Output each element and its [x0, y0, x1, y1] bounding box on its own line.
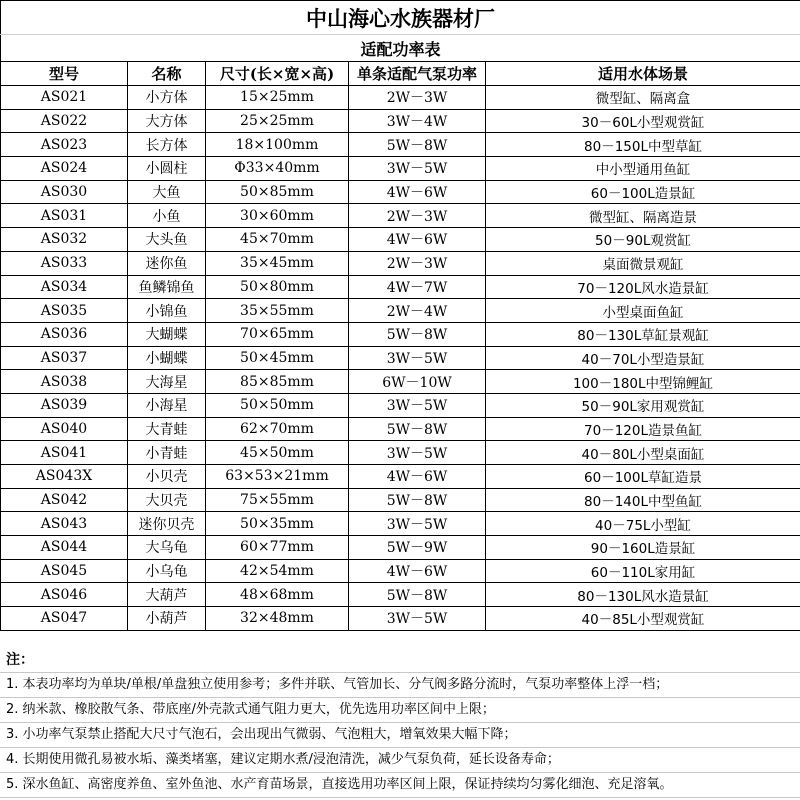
pump-power-cell: 2W－4W: [349, 299, 486, 323]
name-cell: 大头鱼: [128, 228, 206, 252]
scene-cell: 60－110L家用缸: [486, 559, 800, 583]
pump-power-cell: 4W－6W: [349, 465, 486, 489]
table-row: [1, 393, 800, 417]
pump-power-cell: 3W－5W: [349, 441, 486, 465]
note-item-5: 5. 深水鱼缸、高密度养鱼、室外鱼池、水产育苗场景，直接选用功率区间上限，保证持续均匀雾化细泡、充足溶氧。: [0, 773, 800, 798]
name-cell: 大贝壳: [128, 488, 206, 512]
notes-section: [0, 648, 800, 798]
model-cell: AS042: [1, 488, 128, 512]
name-cell: 大鱼: [128, 180, 206, 204]
table-row: [1, 346, 800, 370]
model-cell: AS040: [1, 417, 128, 441]
header-name: 名称: [128, 62, 206, 86]
size-cell: 60×77mm: [206, 536, 349, 560]
note-item-4: 4. 长期使用微孔易被水垢、藻类堵塞，建议定期水煮/浸泡清洗，减少气泵负荷，延长设备寿命；: [0, 748, 800, 773]
scene-cell: 90－160L造景缸: [486, 536, 800, 560]
model-cell: AS043: [1, 512, 128, 536]
table-row: [1, 417, 800, 441]
pump-power-cell: 4W－6W: [349, 559, 486, 583]
pump-power-cell: 3W－5W: [349, 393, 486, 417]
table-row: [1, 559, 800, 583]
model-cell: AS031: [1, 204, 128, 228]
size-cell: 42×54mm: [206, 559, 349, 583]
model-cell: AS037: [1, 346, 128, 370]
pump-power-cell: 3W－5W: [349, 607, 486, 631]
scene-cell: 微型缸、隔离盒: [486, 86, 800, 110]
pump-power-cell: 6W－10W: [349, 370, 486, 394]
name-cell: 小圆柱: [128, 157, 206, 181]
table-row: [1, 228, 800, 252]
table-row: [1, 86, 800, 110]
scene-cell: 40－80L小型桌面缸: [486, 441, 800, 465]
size-cell: 15×25mm: [206, 86, 349, 110]
table-row: [1, 275, 800, 299]
scene-cell: 50－90L观赏缸: [486, 228, 800, 252]
scene-cell: 微型缸、隔离造景: [486, 204, 800, 228]
pump-power-cell: 2W－3W: [349, 251, 486, 275]
model-cell: AS034: [1, 275, 128, 299]
scene-cell: 40－85L小型观赏缸: [486, 607, 800, 631]
name-cell: 迷你贝壳: [128, 512, 206, 536]
name-cell: 大方体: [128, 109, 206, 133]
header-row: [1, 62, 800, 86]
table-row: [1, 370, 800, 394]
table-row: [1, 583, 800, 607]
pump-power-cell: 4W－6W: [349, 228, 486, 252]
size-cell: 85×85mm: [206, 370, 349, 394]
subtitle-row: [1, 35, 800, 62]
size-cell: Φ33×40mm: [206, 157, 349, 181]
scene-cell: 桌面微景观缸: [486, 251, 800, 275]
name-cell: 小海星: [128, 393, 206, 417]
size-cell: 45×50mm: [206, 441, 349, 465]
pump-power-cell: 5W－8W: [349, 583, 486, 607]
model-cell: AS043X: [1, 465, 128, 489]
model-cell: AS036: [1, 322, 128, 346]
model-cell: AS032: [1, 228, 128, 252]
name-cell: 小蝴蝶: [128, 346, 206, 370]
model-cell: AS035: [1, 299, 128, 323]
table-row: [1, 465, 800, 489]
table-row: [1, 512, 800, 536]
model-cell: AS022: [1, 109, 128, 133]
name-cell: 大葫芦: [128, 583, 206, 607]
model-cell: AS030: [1, 180, 128, 204]
scene-cell: 100－180L中型锦鲤缸: [486, 370, 800, 394]
table-row: [1, 441, 800, 465]
size-cell: 45×70mm: [206, 228, 349, 252]
name-cell: 大青蛙: [128, 417, 206, 441]
name-cell: 小贝壳: [128, 465, 206, 489]
name-cell: 迷你鱼: [128, 251, 206, 275]
scene-cell: 60－100L造景缸: [486, 180, 800, 204]
name-cell: 小锦鱼: [128, 299, 206, 323]
pump-power-cell: 5W－9W: [349, 536, 486, 560]
table-row: [1, 133, 800, 157]
table-row: [1, 109, 800, 133]
name-cell: 小青蛙: [128, 441, 206, 465]
table-row: [1, 322, 800, 346]
size-cell: 30×60mm: [206, 204, 349, 228]
model-cell: AS021: [1, 86, 128, 110]
size-cell: 48×68mm: [206, 583, 349, 607]
name-cell: 小乌龟: [128, 559, 206, 583]
pump-power-cell: 2W－3W: [349, 204, 486, 228]
model-cell: AS033: [1, 251, 128, 275]
pump-power-cell: 3W－4W: [349, 109, 486, 133]
size-cell: 50×50mm: [206, 393, 349, 417]
name-cell: 小鱼: [128, 204, 206, 228]
size-cell: 50×35mm: [206, 512, 349, 536]
pump-power-cell: 4W－7W: [349, 275, 486, 299]
scene-cell: 50－90L家用观赏缸: [486, 393, 800, 417]
name-cell: 小葫芦: [128, 607, 206, 631]
header-model: 型号: [1, 62, 128, 86]
table-row: [1, 607, 800, 631]
table-row: [1, 299, 800, 323]
title-row: [1, 1, 800, 35]
scene-cell: 80－140L中型鱼缸: [486, 488, 800, 512]
scene-cell: 40－75L小型缸: [486, 512, 800, 536]
model-cell: AS038: [1, 370, 128, 394]
size-cell: 25×25mm: [206, 109, 349, 133]
pump-power-cell: 5W－8W: [349, 133, 486, 157]
table-row: [1, 180, 800, 204]
size-cell: 32×48mm: [206, 607, 349, 631]
table-row: [1, 157, 800, 181]
header-size: 尺寸(长×宽×高): [206, 62, 349, 86]
scene-cell: 80－130L草缸景观缸: [486, 322, 800, 346]
model-cell: AS047: [1, 607, 128, 631]
model-cell: AS045: [1, 559, 128, 583]
table-subtitle: 适配功率表: [1, 35, 800, 62]
name-cell: 大蝴蝶: [128, 322, 206, 346]
size-cell: 35×45mm: [206, 251, 349, 275]
pump-power-cell: 5W－8W: [349, 417, 486, 441]
size-cell: 35×55mm: [206, 299, 349, 323]
size-cell: 63×53×21mm: [206, 465, 349, 489]
page-title: 中山海心水族器材厂: [1, 1, 800, 35]
scene-cell: 60－100L草缸造景: [486, 465, 800, 489]
table-row: [1, 488, 800, 512]
table-row: [1, 251, 800, 275]
pump-power-cell: 2W－3W: [349, 86, 486, 110]
pump-power-cell: 3W－5W: [349, 157, 486, 181]
name-cell: 鱼鳞锦鱼: [128, 275, 206, 299]
model-cell: AS023: [1, 133, 128, 157]
scene-cell: 80－130L风水造景缸: [486, 583, 800, 607]
header-scene: 适用水体场景: [486, 62, 800, 86]
scene-cell: 小型桌面鱼缸: [486, 299, 800, 323]
size-cell: 50×85mm: [206, 180, 349, 204]
note-item-1: 1. 本表功率均为单块/单根/单盘独立使用参考；多件并联、气管加长、分气阀多路分流时，气泵功率整体上浮一档；: [0, 673, 800, 698]
model-cell: AS044: [1, 536, 128, 560]
size-cell: 75×55mm: [206, 488, 349, 512]
table-row: [1, 536, 800, 560]
name-cell: 小方体: [128, 86, 206, 110]
scene-cell: 中小型通用鱼缸: [486, 157, 800, 181]
name-cell: 长方体: [128, 133, 206, 157]
scene-cell: 80－150L中型草缸: [486, 133, 800, 157]
header-pump-power: 单条适配气泵功率: [349, 62, 486, 86]
note-item-2: 2. 纳米款、橡胶散气条、带底座/外壳款式通气阻力更大，优先选用功率区间中上限；: [0, 698, 800, 723]
table-row: [1, 204, 800, 228]
scene-cell: 70－120L造景鱼缸: [486, 417, 800, 441]
model-cell: AS039: [1, 393, 128, 417]
model-cell: AS041: [1, 441, 128, 465]
pump-power-cell: 3W－5W: [349, 346, 486, 370]
size-cell: 50×80mm: [206, 275, 349, 299]
note-item-3: 3. 小功率气泵禁止搭配大尺寸气泡石，会出现出气微弱、气泡粗大，增氧效果大幅下降；: [0, 723, 800, 748]
model-cell: AS046: [1, 583, 128, 607]
scene-cell: 40－70L小型造景缸: [486, 346, 800, 370]
size-cell: 62×70mm: [206, 417, 349, 441]
scene-cell: 70－120L风水造景缸: [486, 275, 800, 299]
pump-power-cell: 4W－6W: [349, 180, 486, 204]
size-cell: 70×65mm: [206, 322, 349, 346]
name-cell: 大乌龟: [128, 536, 206, 560]
name-cell: 大海星: [128, 370, 206, 394]
notes-heading: 注：: [0, 648, 800, 673]
model-cell: AS024: [1, 157, 128, 181]
pump-power-cell: 5W－8W: [349, 488, 486, 512]
scene-cell: 30－60L小型观赏缸: [486, 109, 800, 133]
pump-power-cell: 3W－5W: [349, 512, 486, 536]
pump-power-cell: 5W－8W: [349, 322, 486, 346]
size-cell: 50×45mm: [206, 346, 349, 370]
size-cell: 18×100mm: [206, 133, 349, 157]
